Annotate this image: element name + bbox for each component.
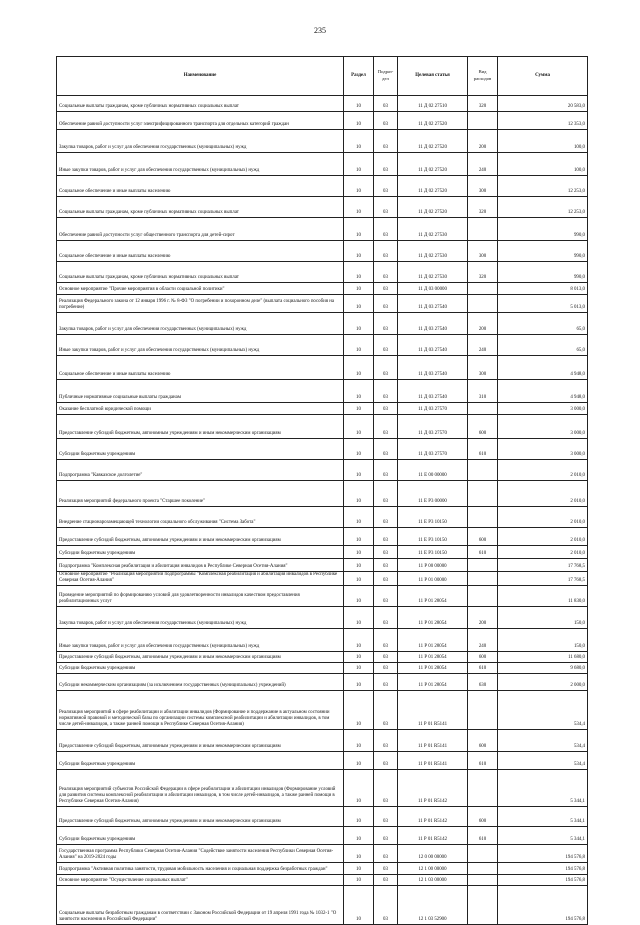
row-section: 10	[344, 403, 374, 415]
row-name: Предоставление субсидий бюджетным, автономным учреждениям и иным некоммерческим организациям	[57, 730, 344, 752]
row-name: Предоставление субсидий бюджетным, автономным учреждениям и иным некоммерческим организациям	[57, 415, 344, 439]
row-section: 10	[344, 607, 374, 629]
row-subsection: 03	[374, 176, 398, 197]
row-article: 11 Е Р3 00000	[398, 481, 468, 507]
row-expense-type	[468, 283, 498, 295]
row-section: 10	[344, 112, 374, 130]
row-sum: 2 010,0	[498, 507, 588, 528]
row-expense-type	[468, 572, 498, 586]
row-sum: 2 010,0	[498, 528, 588, 546]
row-article: 12 1 03 52900	[398, 886, 468, 925]
row-article: 11 Е Р3 10150	[398, 546, 468, 559]
row-sum: 11 830,0	[498, 586, 588, 607]
table-row	[57, 335, 588, 356]
table-row	[57, 197, 588, 218]
row-section: 10	[344, 176, 374, 197]
row-expense-type	[468, 863, 498, 875]
row-name: Субсидии бюджетным учреждениям	[57, 546, 344, 559]
row-name: Субсидии бюджетным учреждениям	[57, 827, 344, 845]
row-subsection: 03	[374, 130, 398, 153]
row-section: 10	[344, 546, 374, 559]
row-section: 10	[344, 886, 374, 925]
row-sum: 150,0	[498, 607, 588, 629]
row-section: 10	[344, 863, 374, 875]
row-expense-type: 300	[468, 241, 498, 262]
row-sum: 2 010,0	[498, 460, 588, 481]
row-expense-type: 610	[468, 663, 498, 674]
row-sum: 5 344,1	[498, 770, 588, 807]
row-article: 11 Р 01 28054	[398, 607, 468, 629]
row-expense-type: 600	[468, 652, 498, 663]
row-subsection: 03	[374, 335, 398, 356]
row-section: 10	[344, 218, 374, 241]
table-row	[57, 730, 588, 752]
row-subsection: 03	[374, 674, 398, 691]
row-subsection: 03	[374, 652, 398, 663]
row-article: 11 Р 01 28054	[398, 652, 468, 663]
row-subsection: 03	[374, 770, 398, 807]
row-subsection: 03	[374, 112, 398, 130]
row-name: Социальное обеспечение и иные выплаты населению	[57, 241, 344, 262]
row-name: Подпрограмма "Комплексная реабилитация и абилитация инвалидов в Республике Северная Осетия-Алания"	[57, 559, 344, 572]
row-sum: 534,4	[498, 691, 588, 730]
row-name: Основное мероприятие "Реализация мероприятий подпрограммы "Комплексная реабилитация и абилитация инвалидов в Республике Северная Осетия-Алания"	[57, 572, 344, 586]
table-row	[57, 262, 588, 283]
table-row	[57, 652, 588, 663]
row-section: 10	[344, 845, 374, 863]
row-section: 10	[344, 153, 374, 176]
row-expense-type: 320	[468, 96, 498, 112]
row-sum: 194 576,8	[498, 875, 588, 886]
header-sum: Сумма	[498, 57, 588, 96]
table-row	[57, 241, 588, 262]
header-article: Целевая статья	[398, 57, 468, 96]
row-subsection: 03	[374, 572, 398, 586]
row-expense-type: 600	[468, 415, 498, 439]
row-article: 12 1 00 00000	[398, 863, 468, 875]
row-expense-type: 610	[468, 546, 498, 559]
row-article: 11 Д 03 00000	[398, 283, 468, 295]
row-name: Закупка товаров, работ и услуг для обеспечения государственных (муниципальных) нужд	[57, 130, 344, 153]
row-subsection: 03	[374, 559, 398, 572]
row-subsection: 03	[374, 730, 398, 752]
table-row	[57, 356, 588, 380]
row-sum: 4 948,0	[498, 356, 588, 380]
table-row	[57, 153, 588, 176]
row-section: 10	[344, 572, 374, 586]
row-name: Социальные выплаты безработным гражданам в соответствии с Законом Российской Федерации от 19 апреля 1991 года № 1032-1 "О занятости населения в Российской Федерации"	[57, 886, 344, 925]
row-article: 11 Р 01 00000	[398, 572, 468, 586]
row-subsection: 03	[374, 283, 398, 295]
row-article: 11 Д 02 27510	[398, 96, 468, 112]
row-name: Реализация мероприятий федерального проекта "Старшее поколение"	[57, 481, 344, 507]
row-article: 12 1 03 00000	[398, 875, 468, 886]
row-name: Реализация мероприятий субъектов Российской Федерации в сфере реабилитации и абилитации инвалидов (Формирование условий для развития системы комплексной реабилитации и абилитации инвалидов, в том числе детей-инвалидов, а также ранней помощи в Республике Северная Осетия-Алания)	[57, 770, 344, 807]
row-sum: 65,0	[498, 313, 588, 335]
row-section: 10	[344, 415, 374, 439]
row-article: 11 Р 01 28054	[398, 674, 468, 691]
row-article: 11 Д 02 27520	[398, 153, 468, 176]
row-section: 10	[344, 507, 374, 528]
row-article: 11 Д 02 27520	[398, 112, 468, 130]
header-section: Раздел	[344, 57, 374, 96]
row-section: 10	[344, 380, 374, 403]
row-subsection: 03	[374, 629, 398, 652]
row-article: 11 Д 03 27540	[398, 313, 468, 335]
row-name: Иные закупки товаров, работ и услуг для обеспечения государственных (муниципальных) нужд	[57, 153, 344, 176]
row-sum: 12 253,0	[498, 197, 588, 218]
table-row	[57, 96, 588, 112]
row-section: 10	[344, 629, 374, 652]
row-subsection: 03	[374, 153, 398, 176]
row-subsection: 03	[374, 262, 398, 283]
row-expense-type	[468, 403, 498, 415]
row-subsection: 03	[374, 197, 398, 218]
row-expense-type	[468, 886, 498, 925]
row-subsection: 03	[374, 875, 398, 886]
table-row	[57, 572, 588, 586]
row-name: Подпрограмма "Кавказское долголетие"	[57, 460, 344, 481]
row-subsection: 03	[374, 886, 398, 925]
row-expense-type: 240	[468, 335, 498, 356]
row-section: 10	[344, 770, 374, 807]
table-row	[57, 295, 588, 313]
row-section: 10	[344, 130, 374, 153]
row-sum: 17 768,5	[498, 572, 588, 586]
row-section: 10	[344, 283, 374, 295]
row-sum: 9 680,0	[498, 663, 588, 674]
row-sum: 8 013,0	[498, 283, 588, 295]
row-article: 11 Р 01 R5142	[398, 770, 468, 807]
row-expense-type: 600	[468, 730, 498, 752]
row-article: 11 Д 03 27540	[398, 295, 468, 313]
table-row	[57, 559, 588, 572]
header-name: Наименование	[57, 57, 344, 96]
row-expense-type	[468, 112, 498, 130]
row-expense-type: 240	[468, 153, 498, 176]
row-subsection: 03	[374, 607, 398, 629]
table-row	[57, 752, 588, 770]
row-name: Социальные выплаты гражданам, кроме публичных нормативных социальных выплат	[57, 197, 344, 218]
table-row	[57, 629, 588, 652]
row-subsection: 03	[374, 313, 398, 335]
row-subsection: 03	[374, 691, 398, 730]
table-row	[57, 770, 588, 807]
row-sum: 100,0	[498, 153, 588, 176]
row-section: 10	[344, 439, 374, 460]
row-article: 11 Д 03 27540	[398, 335, 468, 356]
row-article: 11 Д 02 27530	[398, 262, 468, 283]
row-expense-type: 320	[468, 262, 498, 283]
row-expense-type: 300	[468, 176, 498, 197]
row-subsection: 03	[374, 845, 398, 863]
row-name: Социальные выплаты гражданам, кроме публичных нормативных социальных выплат	[57, 262, 344, 283]
row-subsection: 03	[374, 218, 398, 241]
header-subsection-text: Подраз- дел	[377, 69, 394, 81]
page-number: 235	[314, 26, 326, 35]
row-section: 10	[344, 827, 374, 845]
row-section: 10	[344, 528, 374, 546]
row-subsection: 03	[374, 827, 398, 845]
row-sum: 20 583,0	[498, 96, 588, 112]
row-section: 10	[344, 335, 374, 356]
row-name: Реализация мероприятий в сфере реабилитации и абилитации инвалидов (Формирование и поддержание в актуальном состоянии нормативной правовой и методической базы по организации системы комплексной реабилитации и абилитации инвалидов, в том числе детей-инвалидов, а также ранней помощи в Республике Северная Осетия-Алания)	[57, 691, 344, 730]
row-subsection: 03	[374, 586, 398, 607]
table-row	[57, 176, 588, 197]
row-expense-type: 240	[468, 629, 498, 652]
row-expense-type	[468, 481, 498, 507]
row-article: 11 Е Р3 10150	[398, 507, 468, 528]
row-sum: 4 948,0	[498, 380, 588, 403]
row-article: 11 Р 01 28054	[398, 629, 468, 652]
row-sum: 534,4	[498, 730, 588, 752]
row-sum: 990,0	[498, 241, 588, 262]
row-article: 11 Р 01 R5142	[398, 827, 468, 845]
row-subsection: 03	[374, 507, 398, 528]
row-sum: 3 000,0	[498, 415, 588, 439]
row-sum: 2 010,0	[498, 546, 588, 559]
table-row	[57, 218, 588, 241]
row-subsection: 03	[374, 439, 398, 460]
row-section: 10	[344, 652, 374, 663]
row-name: Предоставление субсидий бюджетным, автономным учреждениям и иным некоммерческим организациям	[57, 807, 344, 827]
row-article: 11 Р 01 28054	[398, 663, 468, 674]
row-sum: 5 013,0	[498, 295, 588, 313]
table-row	[57, 283, 588, 295]
row-name: Социальное обеспечение и иные выплаты населению	[57, 176, 344, 197]
table-row	[57, 380, 588, 403]
table-row	[57, 481, 588, 507]
row-name: Иные закупки товаров, работ и услуг для обеспечения государственных (муниципальных) нужд	[57, 335, 344, 356]
row-subsection: 03	[374, 752, 398, 770]
row-sum: 11 680,0	[498, 652, 588, 663]
row-expense-type	[468, 691, 498, 730]
row-sum: 194 576,8	[498, 845, 588, 863]
row-section: 10	[344, 559, 374, 572]
row-article: 11 Р 01 R5142	[398, 807, 468, 827]
table-row	[57, 807, 588, 827]
row-name: Оказание бесплатной юридической помощи	[57, 403, 344, 415]
row-name: Социальные выплаты гражданам, кроме публичных нормативных социальных выплат	[57, 96, 344, 112]
row-section: 10	[344, 586, 374, 607]
row-section: 10	[344, 241, 374, 262]
row-expense-type: 600	[468, 807, 498, 827]
row-name: Предоставление субсидий бюджетным, автономным учреждениям и иным некоммерческим организациям	[57, 652, 344, 663]
row-expense-type: 600	[468, 528, 498, 546]
row-article: 11 Д 02 27530	[398, 218, 468, 241]
row-article: 11 Р 01 R5141	[398, 752, 468, 770]
row-expense-type: 200	[468, 313, 498, 335]
row-sum: 12 353,0	[498, 112, 588, 130]
row-section: 10	[344, 691, 374, 730]
row-article: 11 Д 02 27520	[398, 130, 468, 153]
row-name: Субсидии бюджетным учреждениям	[57, 663, 344, 674]
row-expense-type	[468, 770, 498, 807]
row-subsection: 03	[374, 546, 398, 559]
table-header-row	[57, 57, 588, 96]
row-article: 11 Д 03 27570	[398, 415, 468, 439]
row-expense-type	[468, 507, 498, 528]
table-row	[57, 586, 588, 607]
row-subsection: 03	[374, 528, 398, 546]
row-name: Социальное обеспечение и иные выплаты населению	[57, 356, 344, 380]
row-expense-type	[468, 218, 498, 241]
row-subsection: 03	[374, 380, 398, 403]
row-sum: 2 010,0	[498, 481, 588, 507]
header-expense-type-text: Вид расходов	[473, 69, 492, 81]
row-expense-type: 300	[468, 356, 498, 380]
row-subsection: 03	[374, 295, 398, 313]
table-row	[57, 403, 588, 415]
row-subsection: 03	[374, 663, 398, 674]
budget-table	[56, 56, 588, 925]
row-sum: 2 000,0	[498, 674, 588, 691]
row-name: Внедрение стационарозамещающей технологии социального обслуживания "Система Забота"	[57, 507, 344, 528]
row-subsection: 03	[374, 403, 398, 415]
row-subsection: 03	[374, 481, 398, 507]
table-row	[57, 845, 588, 863]
table-row	[57, 607, 588, 629]
row-name: Публичные нормативные социальные выплаты гражданам	[57, 380, 344, 403]
row-article: 11 Д 02 27530	[398, 241, 468, 262]
row-expense-type: 610	[468, 752, 498, 770]
row-section: 10	[344, 460, 374, 481]
row-sum: 3 000,0	[498, 439, 588, 460]
row-name: Подпрограмма "Активная политика занятости, трудовая мобильность населения и социальная поддержка безработных граждан"	[57, 863, 344, 875]
table-row	[57, 313, 588, 335]
row-sum: 65,0	[498, 335, 588, 356]
header-subsection	[374, 57, 398, 96]
row-article: 11 Р 01 R5141	[398, 691, 468, 730]
table-row	[57, 827, 588, 845]
table-body	[57, 96, 588, 925]
row-expense-type	[468, 559, 498, 572]
row-section: 10	[344, 875, 374, 886]
row-expense-type: 630	[468, 674, 498, 691]
row-section: 10	[344, 807, 374, 827]
row-expense-type: 310	[468, 380, 498, 403]
row-expense-type: 320	[468, 197, 498, 218]
table-row	[57, 863, 588, 875]
table-row	[57, 415, 588, 439]
row-name: Основное мероприятие "Осуществление социальных выплат"	[57, 875, 344, 886]
row-article: 11 Д 03 27540	[398, 380, 468, 403]
row-subsection: 03	[374, 460, 398, 481]
table-row	[57, 546, 588, 559]
table-row	[57, 691, 588, 730]
row-subsection: 03	[374, 356, 398, 380]
row-article: 11 Е Р3 10150	[398, 528, 468, 546]
table-row	[57, 674, 588, 691]
row-subsection: 03	[374, 241, 398, 262]
row-section: 10	[344, 313, 374, 335]
row-subsection: 03	[374, 96, 398, 112]
row-section: 10	[344, 356, 374, 380]
row-article: 11 Д 02 27520	[398, 197, 468, 218]
table-row	[57, 875, 588, 886]
table-row	[57, 112, 588, 130]
row-section: 10	[344, 96, 374, 112]
row-subsection: 03	[374, 415, 398, 439]
table-row	[57, 439, 588, 460]
row-sum: 100,0	[498, 130, 588, 153]
row-name: Закупка товаров, работ и услуг для обеспечения государственных (муниципальных) нужд	[57, 607, 344, 629]
row-sum: 12 253,0	[498, 176, 588, 197]
row-name: Субсидии некоммерческим организациям (за исключением государственных (муниципальных) учреждений)	[57, 674, 344, 691]
row-article: 12 0 00 00000	[398, 845, 468, 863]
row-sum: 3 000,0	[498, 403, 588, 415]
row-article: 11 Д 02 27520	[398, 176, 468, 197]
row-section: 10	[344, 730, 374, 752]
row-name: Проведение мероприятий по формированию условий для удовлетворенности инвалидов качеством предоставления реабилитационных услуг	[57, 586, 344, 607]
row-subsection: 03	[374, 807, 398, 827]
row-expense-type: 610	[468, 827, 498, 845]
row-article: 11 Р 01 28054	[398, 586, 468, 607]
row-name: Субсидии бюджетным учреждениям	[57, 752, 344, 770]
row-expense-type: 200	[468, 130, 498, 153]
row-expense-type	[468, 586, 498, 607]
row-section: 10	[344, 674, 374, 691]
row-expense-type	[468, 460, 498, 481]
table-row	[57, 460, 588, 481]
row-article: 11 Р 01 R5141	[398, 730, 468, 752]
table-row	[57, 663, 588, 674]
row-sum: 5 344,1	[498, 827, 588, 845]
row-expense-type	[468, 875, 498, 886]
row-name: Закупка товаров, работ и услуг для обеспечения государственных (муниципальных) нужд	[57, 313, 344, 335]
row-article: 11 Р 00 00000	[398, 559, 468, 572]
row-article: 11 Д 03 27540	[398, 356, 468, 380]
row-section: 10	[344, 295, 374, 313]
row-name: Обеспечение равной доступности услуг электрифицированного транспорта для отдельных категорий граждан	[57, 112, 344, 130]
row-subsection: 03	[374, 863, 398, 875]
row-sum: 534,4	[498, 752, 588, 770]
header-expense-type	[468, 57, 498, 96]
row-sum: 990,0	[498, 218, 588, 241]
table-row	[57, 507, 588, 528]
table-row	[57, 130, 588, 153]
row-sum: 5 344,1	[498, 807, 588, 827]
row-expense-type	[468, 295, 498, 313]
row-article: 11 Е 00 00000	[398, 460, 468, 481]
row-expense-type	[468, 845, 498, 863]
row-name: Основное мероприятие "Прочие мероприятия в области социальной политики"	[57, 283, 344, 295]
row-section: 10	[344, 262, 374, 283]
row-name: Субсидии бюджетным учреждениям	[57, 439, 344, 460]
row-section: 10	[344, 752, 374, 770]
row-name: Государственная программа Республики Северная Осетия-Алания "Содействие занятости населения Республики Северная Осетия-Алания" на 2019-2024 годы	[57, 845, 344, 863]
row-sum: 990,0	[498, 262, 588, 283]
row-sum: 194 576,8	[498, 886, 588, 925]
row-name: Предоставление субсидий бюджетным, автономным учреждениям и иным некоммерческим организациям	[57, 528, 344, 546]
row-expense-type: 610	[468, 439, 498, 460]
row-sum: 150,0	[498, 629, 588, 652]
row-section: 10	[344, 481, 374, 507]
row-article: 11 Д 03 27570	[398, 439, 468, 460]
row-name: Обеспечение равной доступности услуг общественного транспорта для детей-сирот	[57, 218, 344, 241]
row-section: 10	[344, 663, 374, 674]
row-name: Реализация Федерального закона от 12 января 1996 г. № 8-ФЗ "О погребении и похоронном деле" (выплата социального пособия на погребение)	[57, 295, 344, 313]
row-sum: 194 576,8	[498, 863, 588, 875]
table-row	[57, 886, 588, 925]
row-name: Иные закупки товаров, работ и услуг для обеспечения государственных (муниципальных) нужд	[57, 629, 344, 652]
row-expense-type: 200	[468, 607, 498, 629]
row-section: 10	[344, 197, 374, 218]
row-article: 11 Д 03 27570	[398, 403, 468, 415]
table-row	[57, 528, 588, 546]
row-sum: 17 768,5	[498, 559, 588, 572]
